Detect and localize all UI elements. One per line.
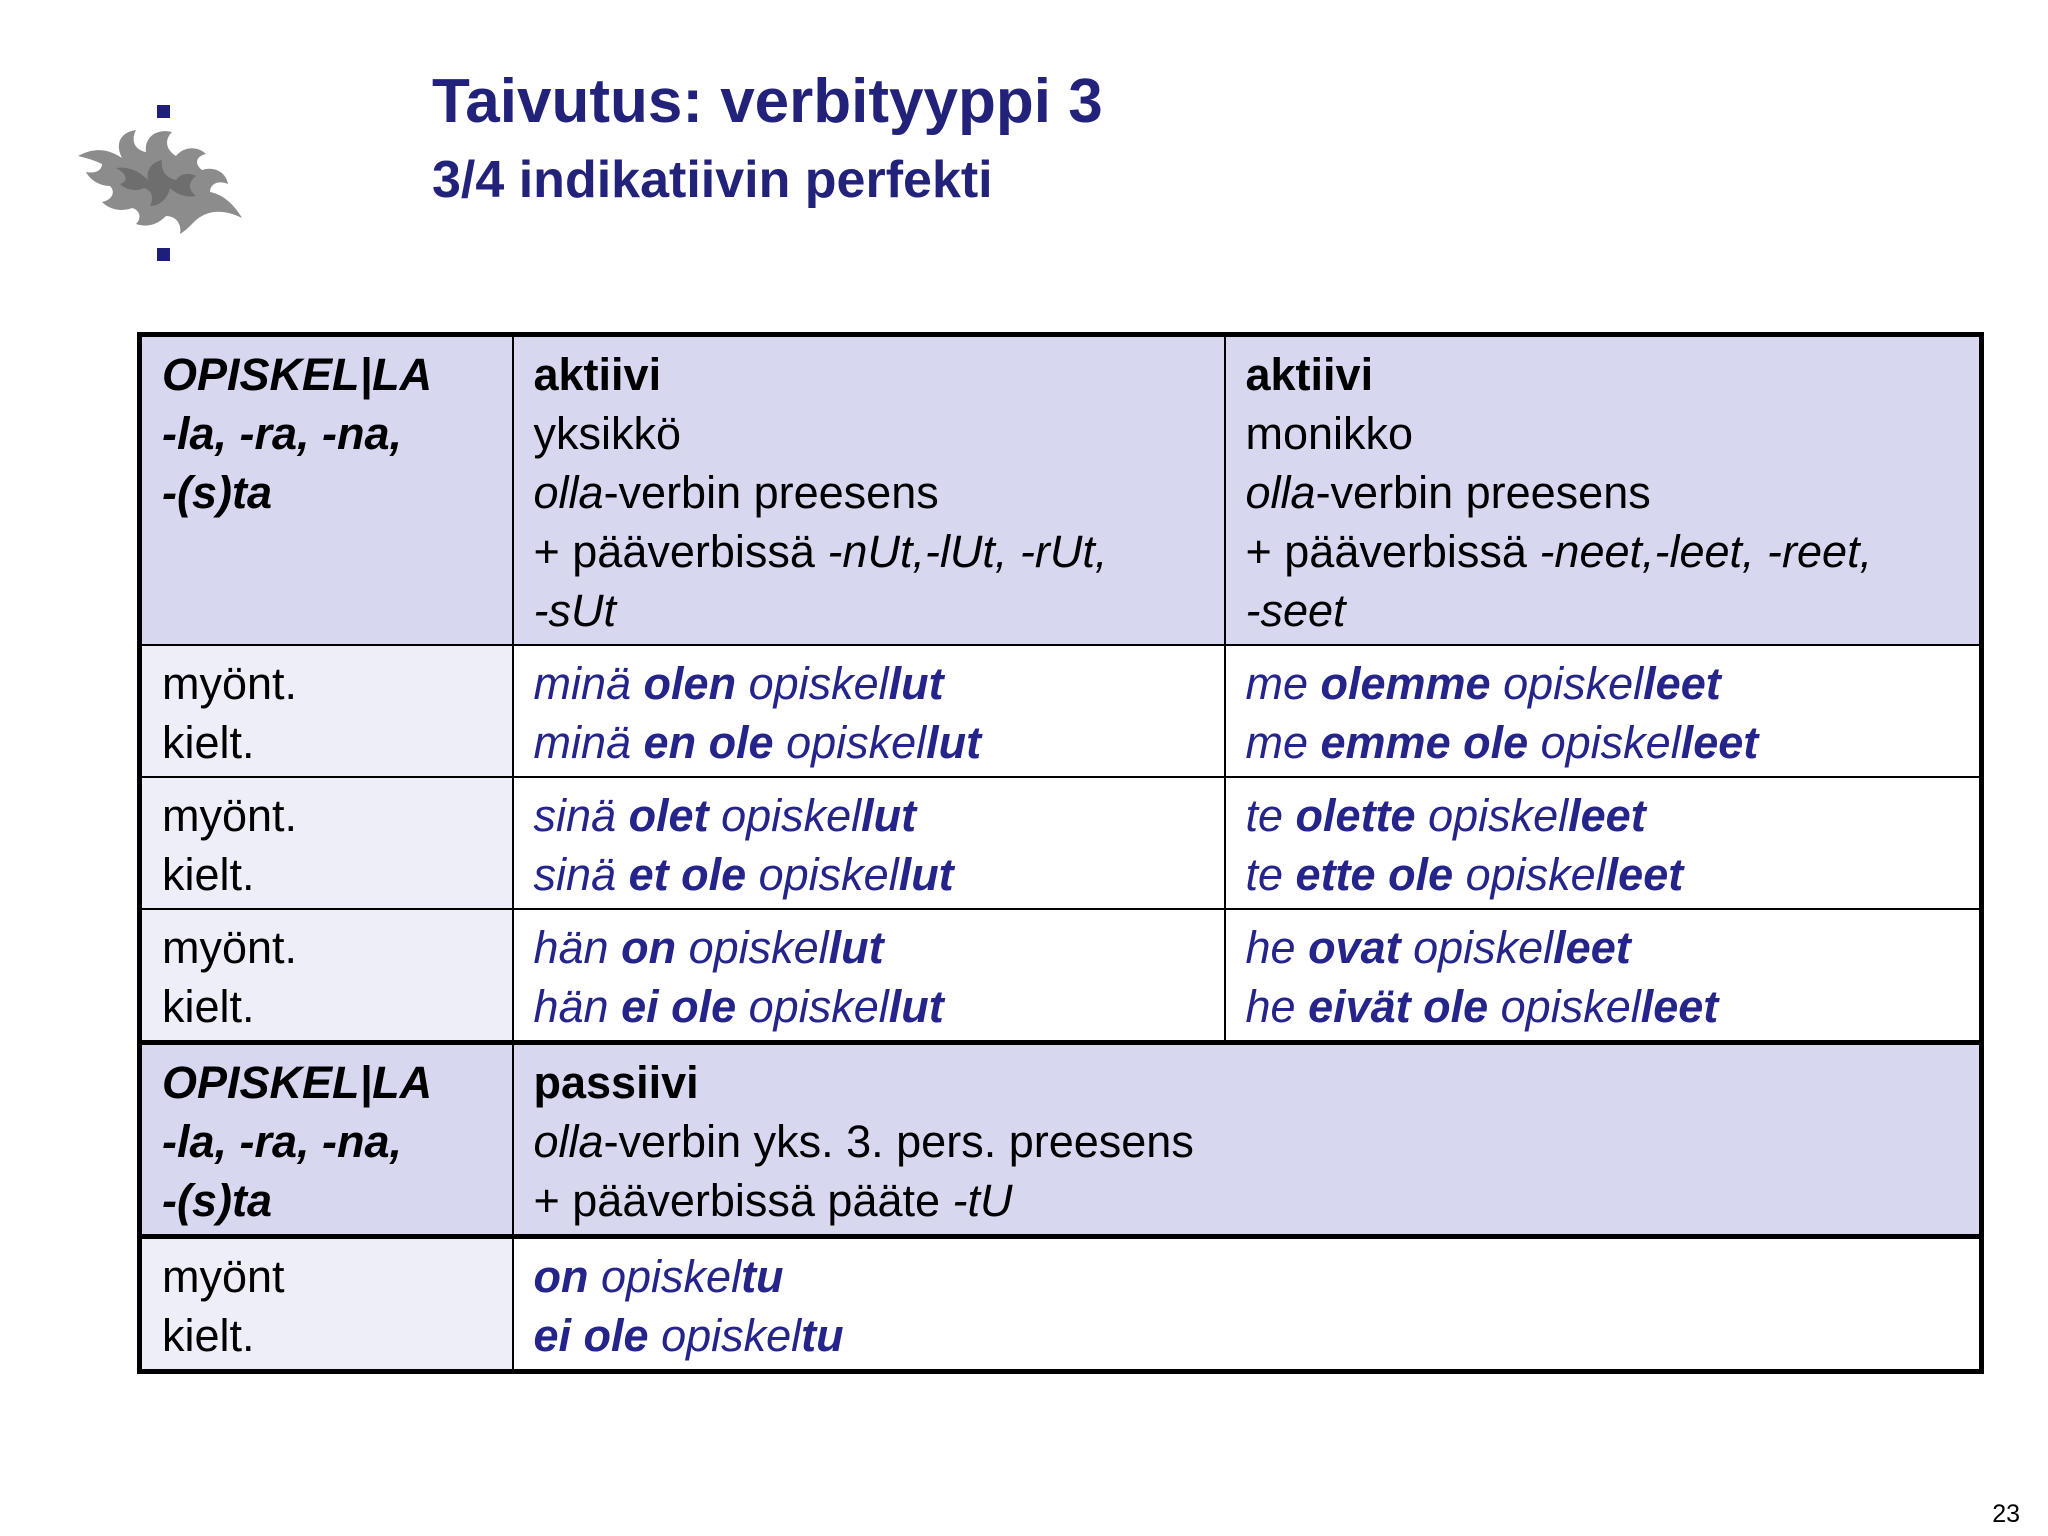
negative-label: kielt.: [162, 717, 255, 768]
conjugation-table: [137, 332, 1984, 1374]
suffix-rule-cont: -sUt: [533, 585, 616, 636]
page-number: 23: [1992, 1500, 2020, 1528]
slide-title: Taivutus: verbityyppi 3: [432, 67, 1103, 136]
passive-header-cell: [513, 1043, 1982, 1237]
slide-subtitle: 3/4 indikatiivin perfekti: [432, 151, 993, 209]
example-negative: me emme ole opiskelleet: [1245, 717, 1759, 768]
voice-label: aktiivi: [533, 349, 662, 400]
bullet-square: [157, 105, 170, 118]
plural-example-cell: [1225, 909, 1982, 1043]
passive-header-row: [140, 1043, 1982, 1237]
table-row: [140, 645, 1982, 777]
passive-example-cell: [513, 1237, 1982, 1372]
verb-stem-cell: [140, 335, 513, 646]
polarity-label-cell: [140, 777, 513, 909]
affirmative-label: myönt.: [162, 658, 298, 709]
plural-example-cell: [1225, 777, 1982, 909]
example-negative: sinä et ole opiskellut: [533, 849, 954, 900]
polarity-label-cell: [140, 1237, 513, 1372]
negative-label: kielt.: [162, 849, 255, 900]
voice-label: aktiivi: [1245, 349, 1374, 400]
example-affirmative: me olemme opiskelleet: [1245, 658, 1721, 709]
example-negative: minä en ole opiskellut: [533, 717, 982, 768]
verb-stem-cell: [140, 1043, 513, 1237]
example-affirmative: sinä olet opiskellut: [533, 790, 917, 841]
polarity-label-cell: [140, 645, 513, 777]
number-label: monikko: [1245, 408, 1414, 459]
aux-rule: olla-verbin yks. 3. pers. preesens: [533, 1116, 1194, 1167]
plural-header-cell: [1225, 335, 1982, 646]
affirmative-label: myönt: [162, 1251, 285, 1302]
suffix-rule: + pääverbissä pääte -tU: [533, 1175, 1013, 1226]
example-affirmative: minä olen opiskellut: [533, 658, 944, 709]
stem-line: -(s)ta: [162, 1175, 272, 1226]
example-negative: te ette ole opiskelleet: [1245, 849, 1684, 900]
singular-example-cell: [513, 645, 1225, 777]
polarity-label-cell: [140, 909, 513, 1043]
plural-example-cell: [1225, 645, 1982, 777]
stem-line: -(s)ta: [162, 467, 272, 518]
aux-rule: olla-verbin preesens: [1245, 467, 1651, 518]
singular-example-cell: [513, 777, 1225, 909]
suffix-rule: + pääverbissä -nUt,-lUt, -rUt,: [533, 526, 1108, 577]
table-row: [140, 909, 1982, 1043]
stem-line: -la, -ra, -na,: [162, 408, 403, 459]
active-header-row: [140, 335, 1982, 646]
example-affirmative: hän on opiskellut: [533, 922, 884, 973]
example-negative: ei ole opiskeltu: [533, 1310, 844, 1361]
flame-logo: [76, 128, 246, 238]
singular-example-cell: [513, 909, 1225, 1043]
bullet-square: [157, 248, 170, 261]
example-affirmative: on opiskeltu: [533, 1251, 784, 1302]
voice-label: passiivi: [533, 1057, 699, 1108]
example-affirmative: he ovat opiskelleet: [1245, 922, 1631, 973]
table-row: [140, 777, 1982, 909]
example-affirmative: te olette opiskelleet: [1245, 790, 1646, 841]
example-negative: he eivät ole opiskelleet: [1245, 981, 1719, 1032]
suffix-rule: + pääverbissä -neet,-leet, -reet,: [1245, 526, 1873, 577]
negative-label: kielt.: [162, 981, 255, 1032]
table-row: [140, 1237, 1982, 1372]
suffix-rule-cont: -seet: [1245, 585, 1346, 636]
example-negative: hän ei ole opiskellut: [533, 981, 944, 1032]
negative-label: kielt.: [162, 1310, 255, 1361]
stem-line: -la, -ra, -na,: [162, 1116, 403, 1167]
aux-rule: olla-verbin preesens: [533, 467, 939, 518]
stem-line: OPISKEL|LA: [162, 349, 433, 400]
number-label: yksikkö: [533, 408, 682, 459]
stem-line: OPISKEL|LA: [162, 1057, 433, 1108]
affirmative-label: myönt.: [162, 790, 298, 841]
affirmative-label: myönt.: [162, 922, 298, 973]
singular-header-cell: [513, 335, 1225, 646]
